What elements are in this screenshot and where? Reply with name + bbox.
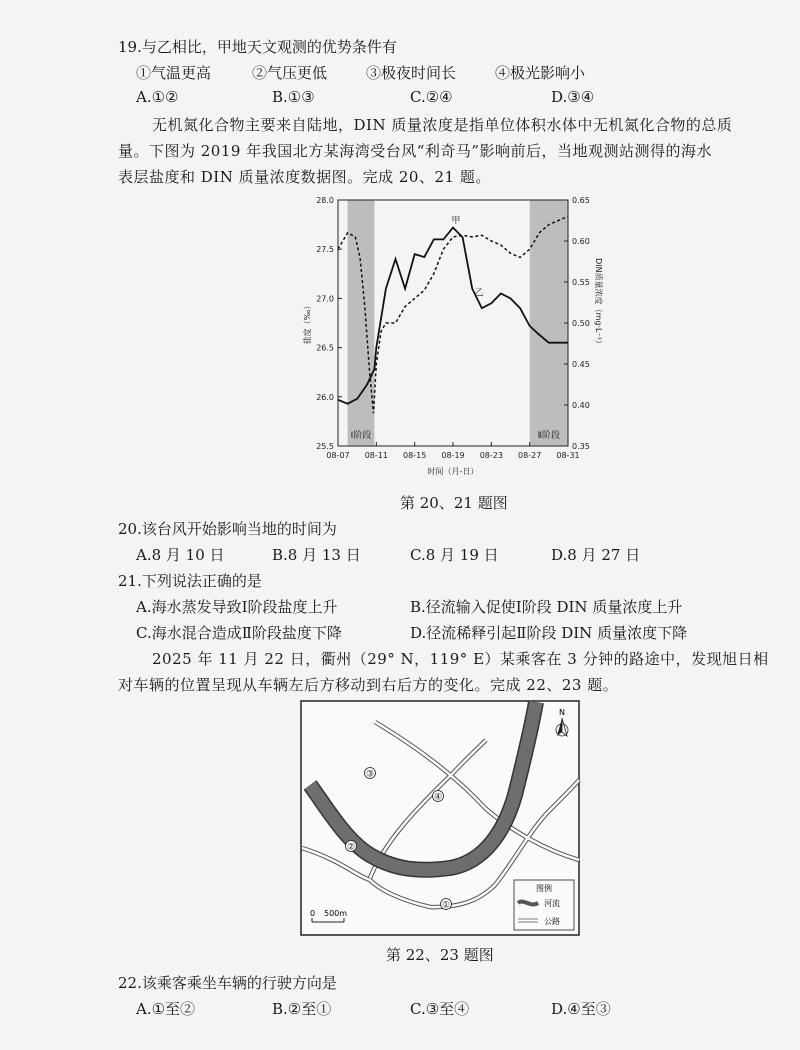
svg-text:河流: 河流 bbox=[544, 899, 560, 908]
q22-option-d: D.④至③ bbox=[551, 1000, 611, 1018]
y-left-tick-label: 27.5 bbox=[316, 245, 334, 255]
shaded-band-label-1: Ⅰ阶段 bbox=[350, 431, 372, 441]
chart-caption: 第 20、21 题图 bbox=[400, 494, 508, 512]
q19-option-c: C.②④ bbox=[410, 88, 453, 106]
y-right-tick-label: 0.40 bbox=[572, 401, 590, 410]
point-1-label: ① bbox=[441, 900, 451, 911]
passage1-line-3: 表层盐度和 DIN 质量浓度数据图。完成 20、21 题。 bbox=[118, 168, 491, 186]
point-2-label: ② bbox=[346, 842, 356, 853]
y-right-axis-label: DIN质量浓度（mg·L⁻¹） bbox=[594, 258, 603, 348]
svg-text:0: 0 bbox=[310, 909, 316, 918]
shaded-band-1 bbox=[348, 200, 375, 446]
series-label-甲: 甲 bbox=[451, 216, 461, 227]
y-right-tick-label: 0.35 bbox=[572, 442, 590, 451]
q19-option-d: D.③④ bbox=[551, 88, 595, 106]
svg-text:公路: 公路 bbox=[544, 917, 560, 926]
y-left-tick-label: 26.5 bbox=[316, 343, 334, 353]
q20-stem: 20.该台风开始影响当地的时间为 bbox=[118, 520, 337, 538]
q21-stem: 21.下列说法正确的是 bbox=[118, 572, 262, 590]
q19-item-1: ①气温更高 bbox=[136, 64, 212, 82]
q20-option-c: C.8 月 19 日 bbox=[410, 546, 499, 564]
svg-text:N: N bbox=[559, 708, 565, 717]
q19-item-3: ③极夜时间长 bbox=[366, 64, 457, 82]
x-tick-label: 08-11 bbox=[364, 451, 388, 460]
y-right-tick-label: 0.55 bbox=[572, 278, 590, 287]
x-tick-label: 08-15 bbox=[403, 451, 427, 460]
route-map bbox=[300, 700, 580, 936]
passage2-line-1: 2025 年 11 月 22 日，衢州（29° N，119° E）某乘客在 3 分钟的路途中，发现旭日相 bbox=[152, 650, 769, 668]
svg-text:500m: 500m bbox=[324, 909, 348, 918]
x-tick-label: 08-23 bbox=[479, 451, 503, 460]
q22-stem: 22.该乘客乘坐车辆的行驶方向是 bbox=[118, 974, 337, 992]
y-left-tick-label: 26.0 bbox=[316, 392, 334, 402]
map-caption: 第 22、23 题图 bbox=[386, 946, 494, 964]
q22-option-c: C.③至④ bbox=[410, 1000, 470, 1018]
q20-option-a: A.8 月 10 日 bbox=[136, 546, 225, 564]
point-3-label: ③ bbox=[365, 769, 375, 780]
passage1-line-2: 量。下图为 2019 年我国北方某海湾受台风“利奇马”影响前后，当地观测站测得的海水 bbox=[118, 142, 713, 160]
passage2-line-2: 对车辆的位置呈现从车辆左后方移动到右后方的变化。完成 22、23 题。 bbox=[118, 676, 619, 694]
q21-option-d: D.径流稀释引起Ⅱ阶段 DIN 质量浓度下降 bbox=[410, 624, 688, 642]
q19-option-b: B.①③ bbox=[272, 88, 315, 106]
q19-option-a: A.①② bbox=[136, 88, 179, 106]
x-axis-label: 时间（月-日） bbox=[427, 467, 479, 476]
q21-option-a: A.海水蒸发导致Ⅰ阶段盐度上升 bbox=[136, 598, 338, 616]
shaded-band-label-2: Ⅱ阶段 bbox=[537, 431, 561, 441]
y-right-tick-label: 0.60 bbox=[572, 237, 590, 246]
q19-item-4: ④极光影响小 bbox=[495, 64, 586, 82]
y-left-tick-label: 28.0 bbox=[316, 196, 334, 205]
q21-option-c: C.海水混合造成Ⅱ阶段盐度下降 bbox=[136, 624, 342, 642]
salinity-din-chart bbox=[290, 188, 603, 488]
map-legend bbox=[514, 880, 574, 930]
x-tick-label: 08-07 bbox=[326, 451, 350, 460]
point-4-label: ④ bbox=[433, 792, 443, 803]
q19-item-2: ②气压更低 bbox=[252, 64, 328, 82]
x-tick-label: 08-19 bbox=[441, 451, 465, 460]
y-right-tick-label: 0.50 bbox=[572, 319, 590, 328]
q20-option-d: D.8 月 27 日 bbox=[551, 546, 641, 564]
passage1-line-1: 无机氮化合物主要来自陆地，DIN 质量浓度是指单位体积水体中无机氮化合物的总质 bbox=[152, 116, 733, 134]
q20-option-b: B.8 月 13 日 bbox=[272, 546, 361, 564]
q22-option-a: A.①至② bbox=[136, 1000, 196, 1018]
y-left-tick-label: 25.5 bbox=[316, 442, 334, 451]
y-right-tick-label: 0.45 bbox=[572, 360, 590, 369]
series-label-乙: 乙 bbox=[474, 288, 484, 299]
q22-option-b: B.②至① bbox=[272, 1000, 332, 1018]
q19-stem: 19.与乙相比，甲地天文观测的优势条件有 bbox=[118, 38, 397, 56]
svg-text:图例: 图例 bbox=[536, 884, 552, 893]
x-tick-label: 08-31 bbox=[556, 451, 580, 460]
y-right-tick-label: 0.65 bbox=[572, 196, 590, 205]
q21-option-b: B.径流输入促使Ⅰ阶段 DIN 质量浓度上升 bbox=[410, 598, 683, 616]
shaded-band-2 bbox=[530, 200, 568, 446]
x-tick-label: 08-27 bbox=[518, 451, 542, 460]
y-left-axis-label: 盐度（‰） bbox=[303, 301, 312, 345]
y-left-tick-label: 27.0 bbox=[316, 294, 334, 304]
